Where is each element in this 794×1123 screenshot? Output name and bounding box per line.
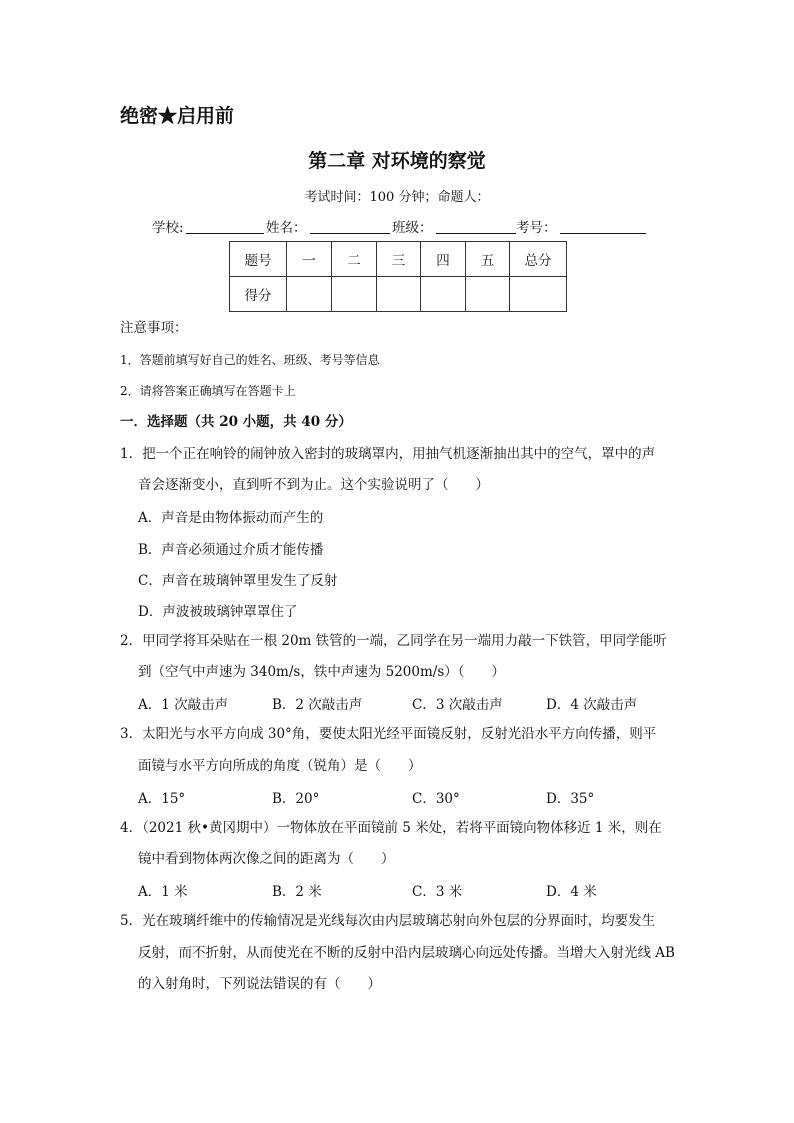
name-blank — [310, 233, 390, 234]
class-label: 班级： — [392, 220, 433, 236]
option-d: D．4 次敲击声 — [546, 697, 638, 713]
question-line: 镜中看到物体两次像之间的距离为（ ） — [138, 851, 395, 867]
note-item: 2．请将答案正确填写在答题卡上 — [120, 384, 296, 398]
option-a: A．声音是由物体振动而产生的 — [138, 510, 324, 526]
option-d: D．4 米 — [546, 884, 597, 900]
exam-no-label: 考号： — [516, 220, 557, 236]
option-b: B．2 米 — [272, 884, 322, 900]
score-cell: 五 — [466, 242, 510, 277]
option-b: B．20° — [272, 791, 320, 807]
notes-heading: 注意事项： — [120, 320, 188, 336]
score-blank-cell — [332, 277, 377, 312]
secret-mark: 绝密★启用前 — [120, 105, 235, 127]
score-blank-cell — [377, 277, 421, 312]
question-line: 面镜与水平方向所成的角度（锐角）是（ ） — [138, 758, 422, 774]
option-d: D．35° — [546, 791, 595, 807]
option-c: C．声音在玻璃钟罩里发生了反射 — [138, 573, 338, 589]
score-cell: 三 — [377, 242, 421, 277]
score-blank-cell — [510, 277, 567, 312]
question-line: 的入射角时，下列说法错误的有（ ） — [138, 976, 381, 992]
question-line: 1．把一个正在响铃的闹钟放入密封的玻璃罩内，用抽气机逐渐抽出其中的空气，罩中的声 — [120, 446, 656, 462]
score-table-header-row — [230, 242, 567, 277]
score-cell: 总分 — [510, 242, 567, 277]
question-line: 5．光在玻璃纤维中的传输情况是光线每次由内层玻璃芯射向外包层的分界面时，均要发生 — [120, 913, 656, 929]
score-cell: 题号 — [230, 242, 287, 277]
option-c: C．30° — [412, 791, 460, 807]
score-table — [229, 241, 567, 312]
score-cell: 得分 — [230, 277, 287, 312]
school-label: 学校: — [152, 220, 184, 236]
question-line: 2．甲同学将耳朵贴在一根 20m 铁管的一端，乙同学在另一端用力敲一下铁管，甲同学能听 — [120, 633, 667, 649]
option-c: C．3 米 — [412, 884, 463, 900]
question-line: 反射，而不折射，从而使光在不断的反射中沿内层玻璃心向远处传播。当增大入射光线 AB — [138, 945, 675, 961]
option-b: B．2 次敲击声 — [272, 697, 363, 713]
question-line: 音会逐渐变小，直到听不到为止。这个实验说明了（ ） — [138, 477, 489, 493]
option-d: D．声波被玻璃钟罩罩住了 — [138, 604, 298, 620]
school-blank — [186, 233, 264, 234]
score-table-score-row — [230, 277, 567, 312]
option-a: A．1 米 — [138, 884, 188, 900]
option-a: A．15° — [138, 791, 186, 807]
score-cell: 一 — [287, 242, 332, 277]
score-cell: 二 — [332, 242, 377, 277]
question-line: 3．太阳光与水平方向成 30°角，要使太阳光经平面镜反射，反射光沿水平方向传播，则平 — [120, 726, 657, 742]
page-title: 第二章 对环境的察觉 — [308, 150, 486, 172]
score-blank-cell — [287, 277, 332, 312]
question-line: 到（空气中声速为 340m/s，铁中声速为 5200m/s）（ ） — [138, 664, 506, 680]
score-blank-cell — [466, 277, 510, 312]
score-cell: 四 — [421, 242, 466, 277]
note-item: 1．答题前填写好自己的姓名、班级、考号等信息 — [120, 353, 380, 367]
option-b: B．声音必须通过介质才能传播 — [138, 542, 324, 558]
exam-meta: 考试时间：100 分钟；命题人： — [304, 190, 490, 205]
section-heading: 一．选择题（共 20 小题，共 40 分） — [120, 414, 352, 430]
question-line: 4．（2021 秋•黄冈期中）一物体放在平面镜前 5 米处，若将平面镜向物体移近 1 米，则在 — [120, 820, 662, 836]
name-label: 姓名： — [266, 220, 307, 236]
option-a: A．1 次敲击声 — [138, 697, 229, 713]
class-blank — [436, 233, 516, 234]
score-blank-cell — [421, 277, 466, 312]
exam-no-blank — [560, 233, 646, 234]
option-c: C．3 次敲击声 — [412, 697, 503, 713]
